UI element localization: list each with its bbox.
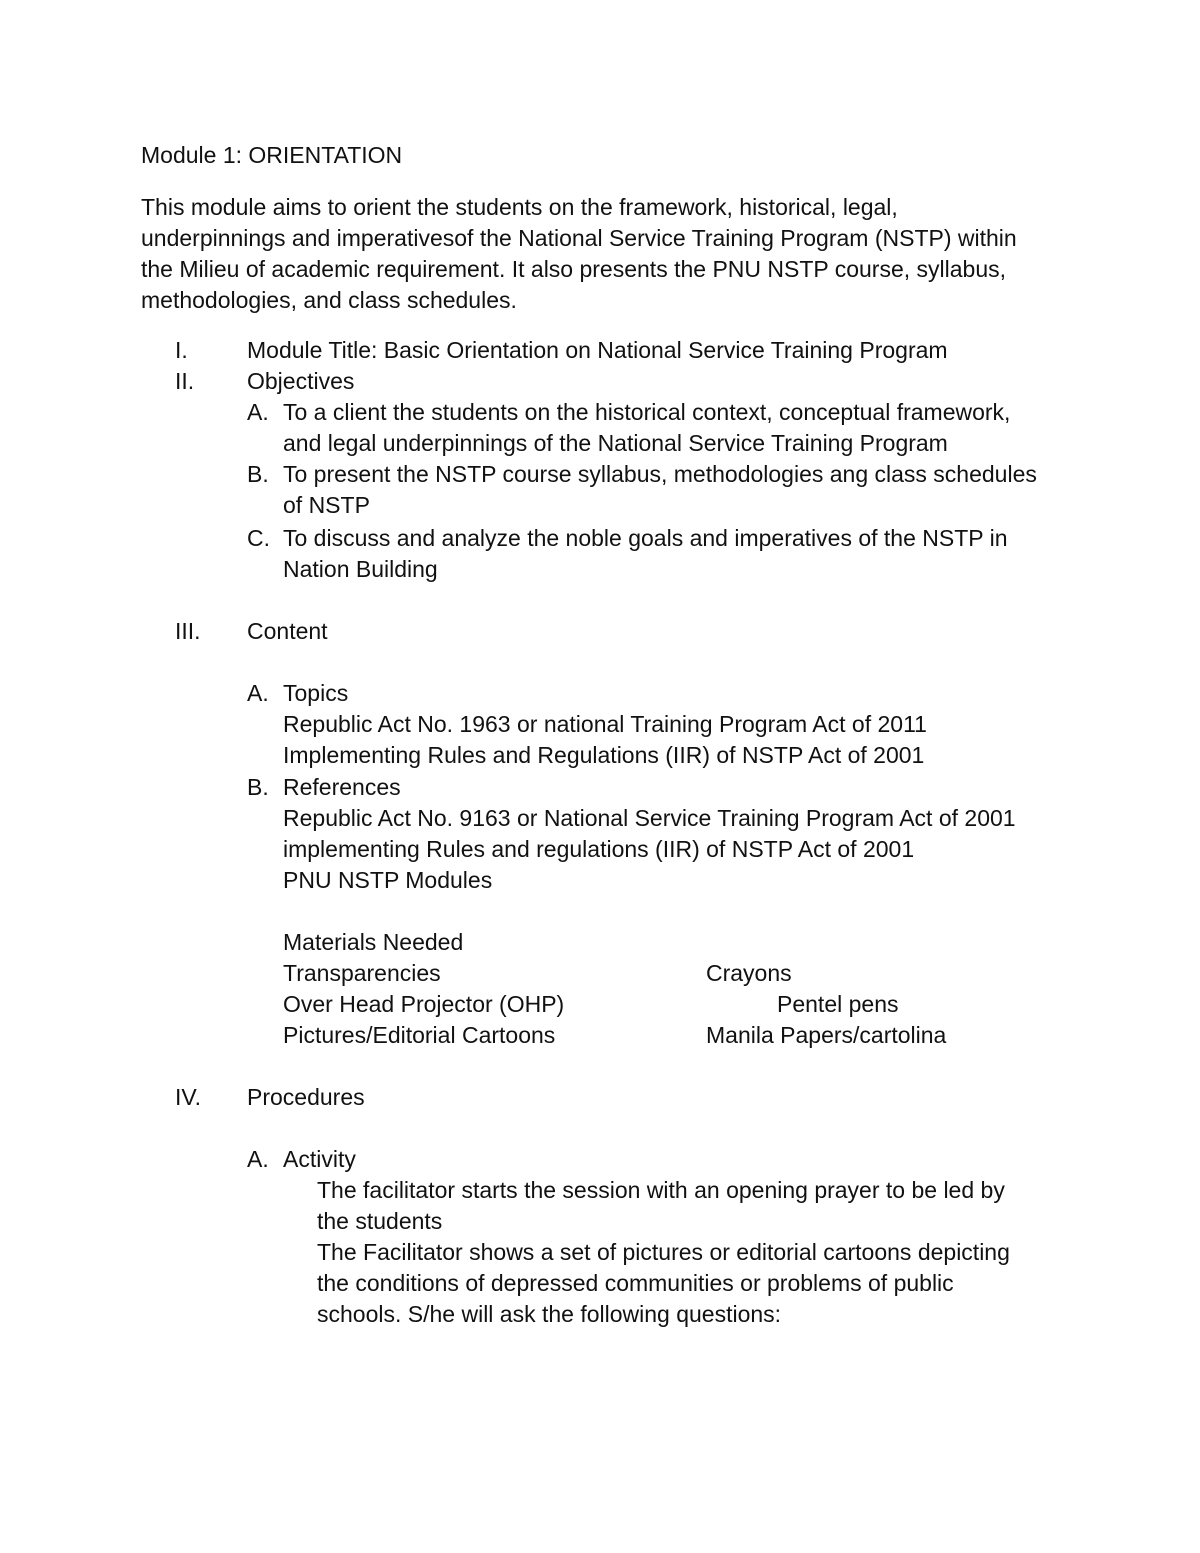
intro-line-1: This module aims to orient the students on the framework, historical, legal, <box>141 194 898 220</box>
references-line-2: implementing Rules and regulations (IIR) of NSTP Act of 2001 <box>283 836 915 862</box>
topics-line-1: Republic Act No. 1963 or national Training Program Act of 2011 <box>283 711 927 737</box>
section-4-title: Procedures <box>247 1084 365 1110</box>
section-1-text: Module Title: Basic Orientation on National Service Training Program <box>247 337 948 363</box>
objective-a-line-1: To a client the students on the historical context, conceptual framework, <box>283 399 1011 425</box>
material-right-2: Pentel pens <box>777 991 899 1017</box>
objective-b-line-2: of NSTP <box>283 492 370 518</box>
activity-line-3: The Facilitator shows a set of pictures or editorial cartoons depicting <box>317 1239 1010 1265</box>
activity-line-5: schools. S/he will ask the following questions: <box>317 1301 782 1327</box>
references-line-1: Republic Act No. 9163 or National Service Training Program Act of 2001 <box>283 805 1016 831</box>
activity-line-1: The facilitator starts the session with an opening prayer to be led by <box>317 1177 1005 1203</box>
objective-c-line-1: To discuss and analyze the noble goals and imperatives of the NSTP in <box>283 525 1008 551</box>
objective-c-line-2: Nation Building <box>283 556 438 582</box>
topics-line-2: Implementing Rules and Regulations (IIR) of NSTP Act of 2001 <box>283 742 925 768</box>
objective-b-letter: B. <box>247 461 269 487</box>
module-heading: Module 1: ORIENTATION <box>141 142 403 168</box>
section-1-number: I. <box>175 337 188 363</box>
material-right-1: Crayons <box>706 960 792 986</box>
materials-heading: Materials Needed <box>283 929 464 955</box>
section-3-title: Content <box>247 618 328 644</box>
material-left-3: Pictures/Editorial Cartoons <box>283 1022 556 1048</box>
activity-letter: A. <box>247 1146 269 1172</box>
references-line-3: PNU NSTP Modules <box>283 867 493 893</box>
topics-letter: A. <box>247 680 269 706</box>
objective-a-line-2: and legal underpinnings of the National Service Training Program <box>283 430 948 456</box>
intro-line-2: underpinnings and imperativesof the National Service Training Program (NSTP) within <box>141 225 1017 251</box>
intro-line-3: the Milieu of academic requirement. It also presents the PNU NSTP course, syllabus, <box>141 256 1007 282</box>
objective-a-letter: A. <box>247 399 269 425</box>
references-label: References <box>283 774 401 800</box>
intro-line-4: methodologies, and class schedules. <box>141 287 517 313</box>
activity-label: Activity <box>283 1146 356 1172</box>
objective-b-line-1: To present the NSTP course syllabus, methodologies ang class schedules <box>283 461 1037 487</box>
material-right-3: Manila Papers/cartolina <box>706 1022 947 1048</box>
material-left-2: Over Head Projector (OHP) <box>283 991 565 1017</box>
activity-line-4: the conditions of depressed communities or problems of public <box>317 1270 954 1296</box>
section-4-number: IV. <box>175 1084 202 1110</box>
references-letter: B. <box>247 774 269 800</box>
objective-c-letter: C. <box>247 525 270 551</box>
material-left-1: Transparencies <box>283 960 441 986</box>
section-2-number: II. <box>175 368 195 394</box>
activity-line-2: the students <box>317 1208 443 1234</box>
section-3-number: III. <box>175 618 201 644</box>
topics-label: Topics <box>283 680 349 706</box>
section-2-title: Objectives <box>247 368 355 394</box>
